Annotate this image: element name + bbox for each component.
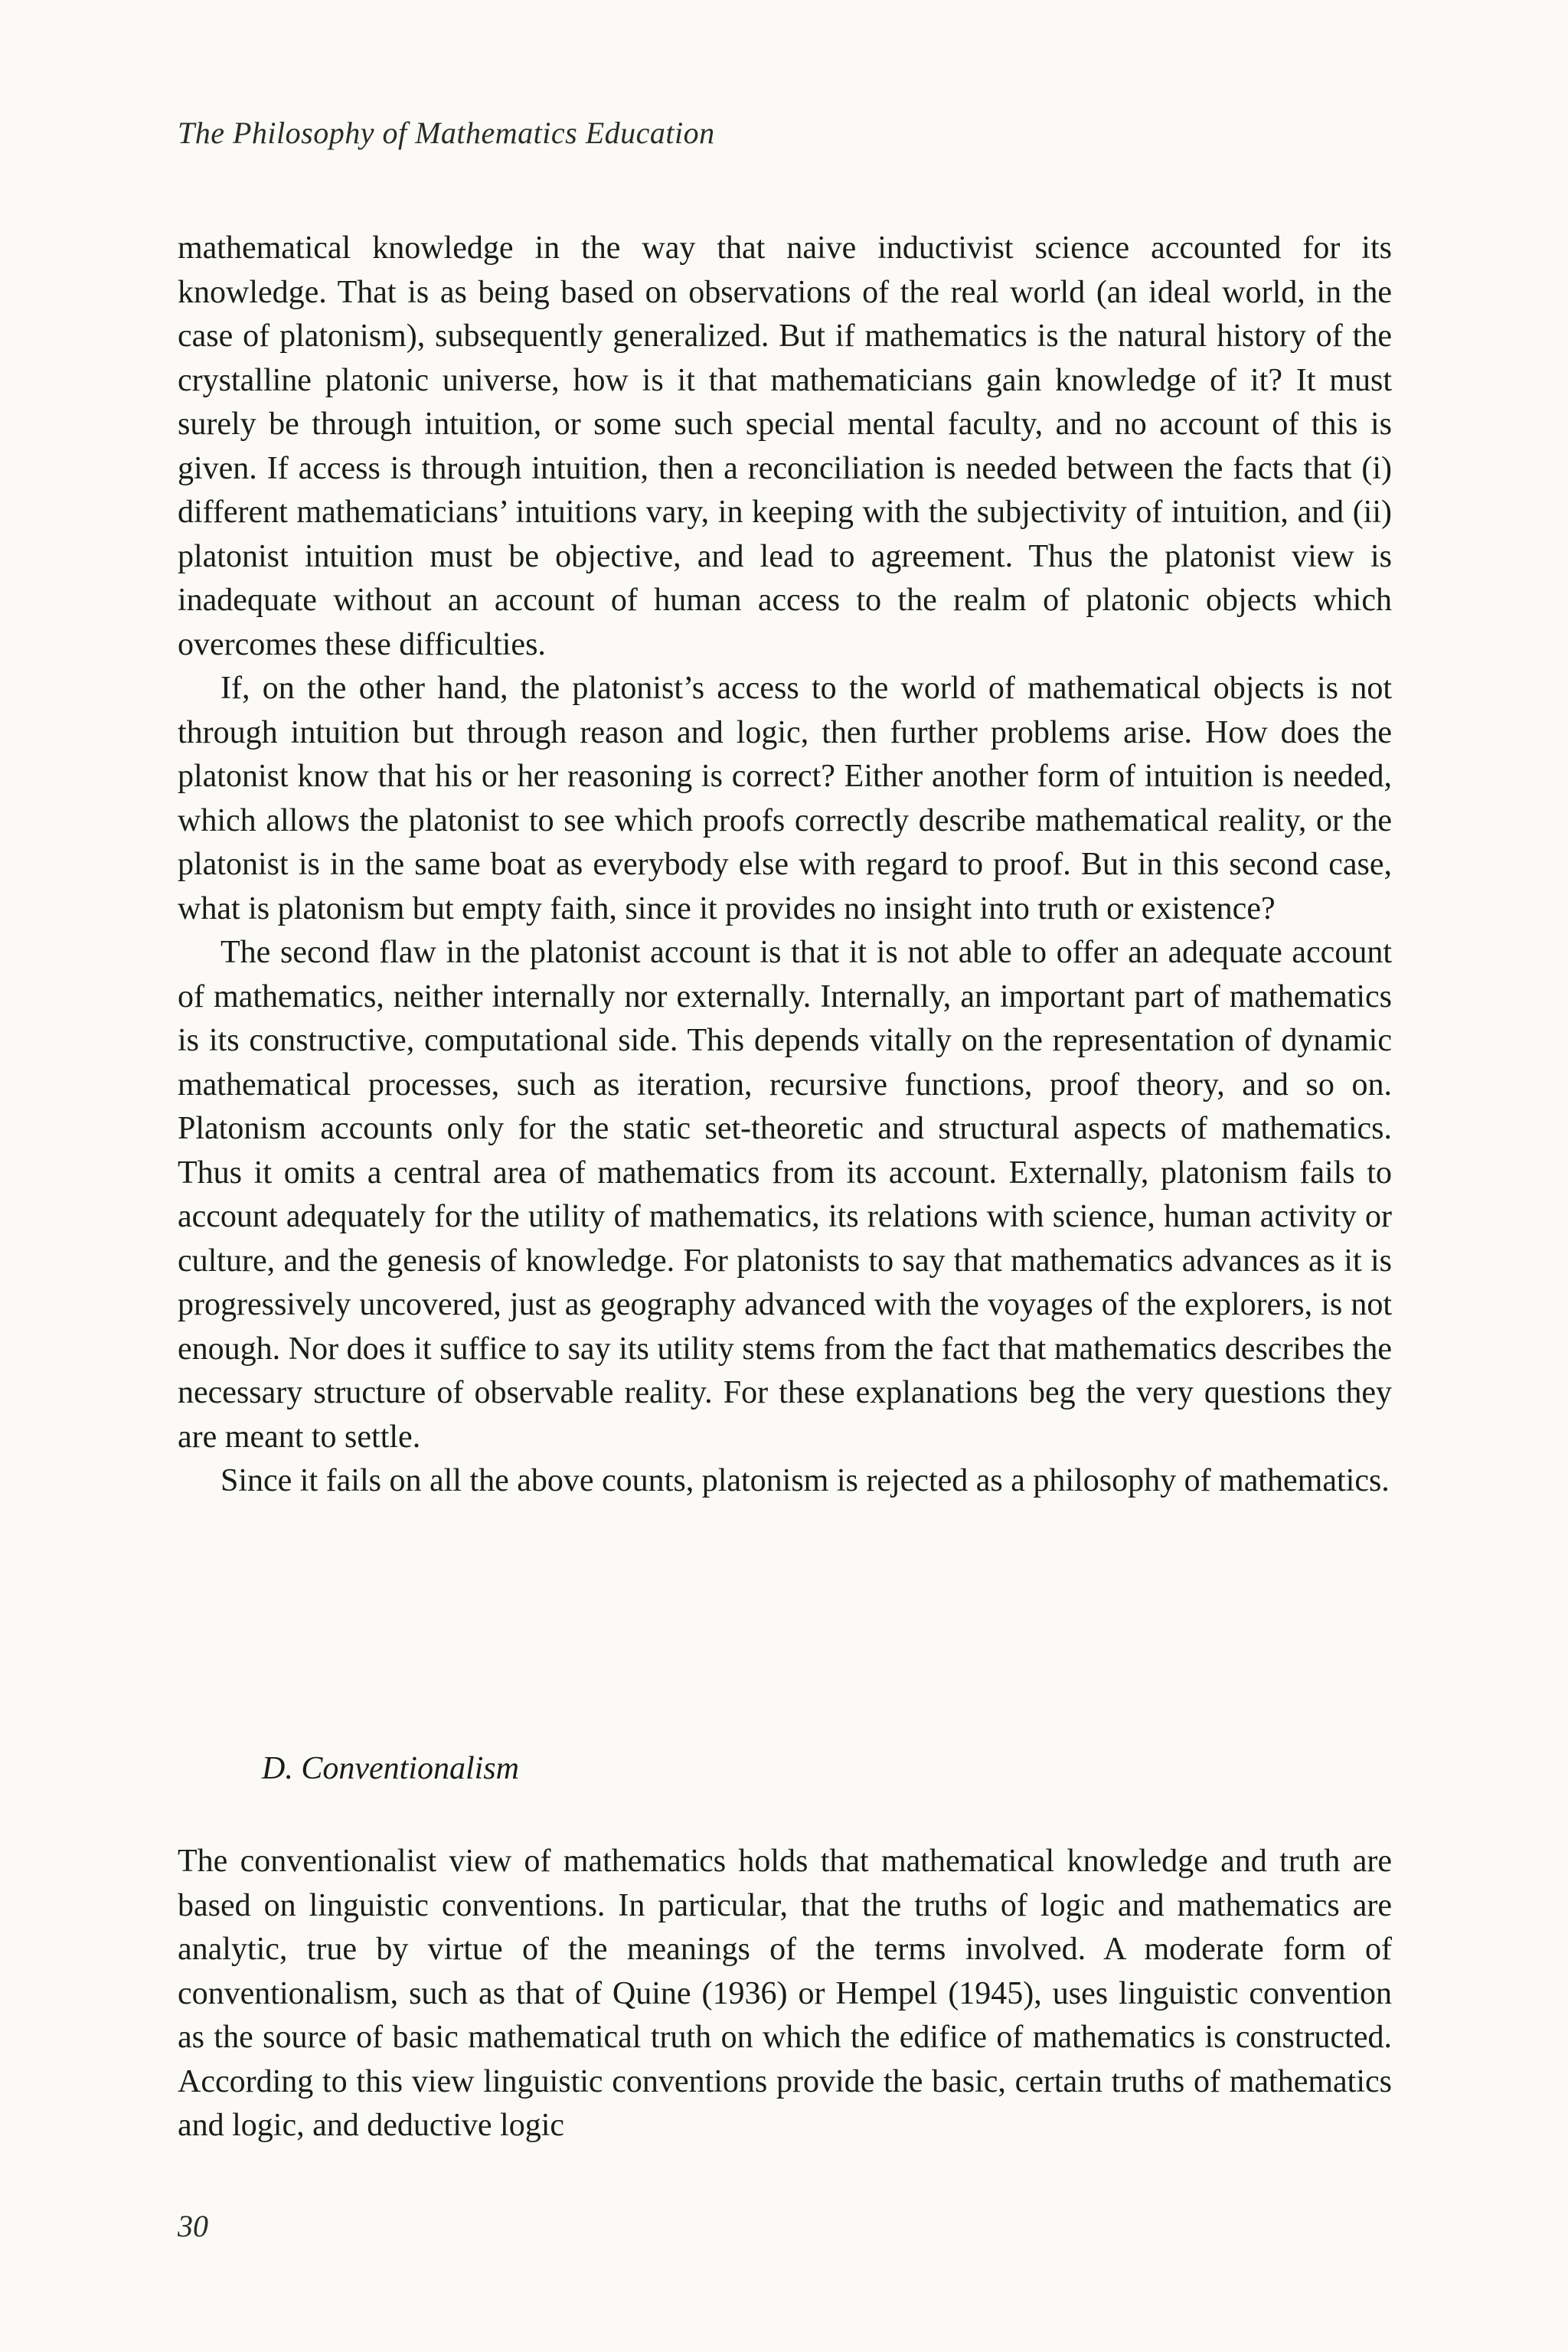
- paragraph-1: mathematical knowledge in the way that naive inductivist science accounted for its knowledge. That is as being based on observations of the real world (an ideal world, in the case of platonism), subsequently generalized. But if mathematics is the natural history of the crystalline platonic universe, how is it that mathematicians gain knowledge of it? It must surely be through intuition, or some such special mental faculty, and no account of this is given. If access is through intuition, then a reconciliation is needed between the facts that (i) different mathematicians’ intuitions vary, in keeping with the subjectivity of intuition, and (ii) platonist intuition must be objective, and lead to agreement. Thus the platonist view is inadequate without an account of human access to the realm of platonic objects which overcomes these difficulties.: [178, 230, 1392, 662]
- body-text: [178, 227, 1392, 1504]
- section-paragraph: The conventionalist view of mathematics holds that mathematical knowledge and truth are based on linguistic conventions. In particular, that the truths of logic and mathematics are analytic, true by virtue of the meanings of the terms involved. A moderate form of conventionalism, such as that of Quine (1936) or Hempel (1945), uses linguistic convention as the source of basic mathematical truth on which the edifice of mathematics is constructed. According to this view linguistic conventions provide the basic, certain truths of mathematics and logic, and deductive logic: [178, 1844, 1392, 2143]
- paragraph-4: Since it fails on all the above counts, platonism is rejected as a philosophy of mathematics.: [220, 1463, 1390, 1498]
- section-body: [178, 1840, 1392, 2148]
- section-heading: D. Conventionalism: [262, 1751, 519, 1786]
- running-head: The Philosophy of Mathematics Education: [178, 116, 715, 150]
- book-page: [178, 0, 1392, 2352]
- page-number: 30: [178, 2209, 208, 2243]
- paragraph-2: If, on the other hand, the platonist’s access to the world of mathematical objects is not through intuition but through reason and logic, then further problems arise. How does the platonist know that his or her reasoning is correct? Either another form of intuition is needed, which allows the platonist to see which proofs correctly describe mathematical reality, or the platonist is in the same boat as everybody else with regard to proof. But in this second case, what is platonism but empty faith, since it provides no insight into truth or existence?: [178, 671, 1392, 926]
- paragraph-3: The second flaw in the platonist account is that it is not able to offer an adequate account of mathematics, neither internally nor externally. Internally, an important part of mathematics is its constructive, computational side. This depends vitally on the representation of dynamic mathematical processes, such as iteration, recursive functions, proof theory, and so on. Platonism accounts only for the static set-theoretic and structural aspects of mathematics. Thus it omits a central area of mathematics from its account. Externally, platonism fails to account adequately for the utility of mathematics, its relations with science, human activity or culture, and the genesis of knowledge. For platonists to say that mathematics advances as it is progressively uncovered, just as geography advanced with the voyages of the explorers, is not enough. Nor does it suffice to say its utility stems from the fact that mathematics describes the necessary structure of observable reality. For these explanations beg the very questions they are meant to settle.: [178, 935, 1392, 1455]
